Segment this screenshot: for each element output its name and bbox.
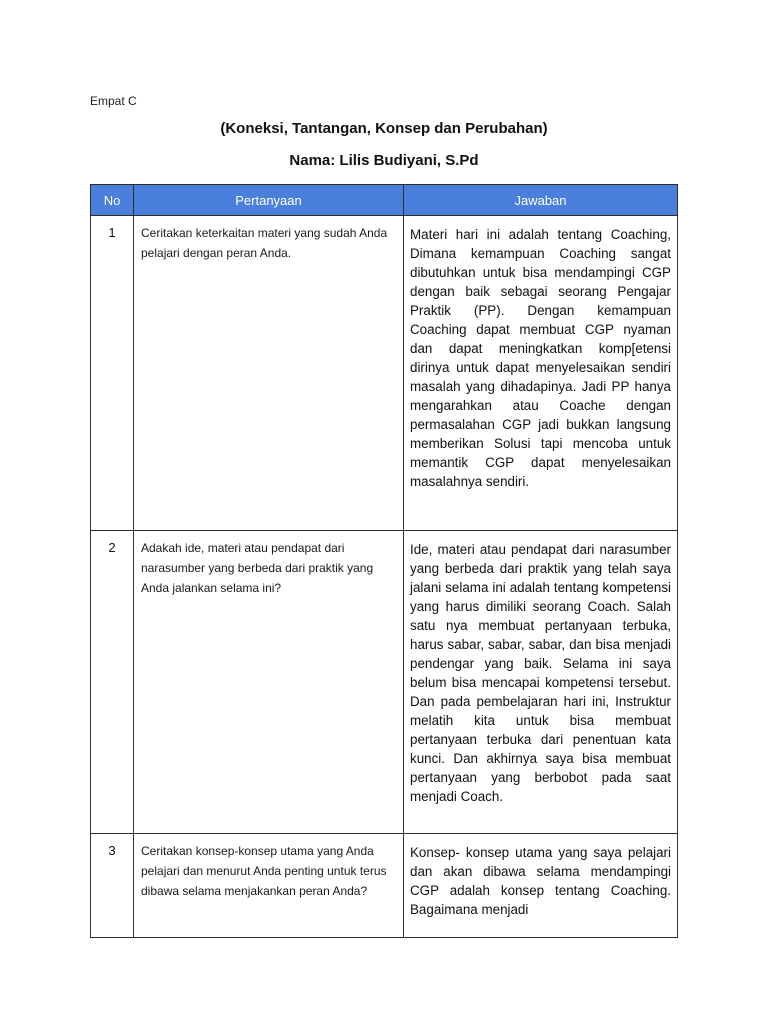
table-row	[91, 834, 678, 938]
question-cell: Ceritakan konsep-konsep utama yang Anda pelajari dan menurut Anda penting untuk terus dibawa selama menjakankan peran Anda?	[134, 834, 404, 938]
header-no: No	[91, 185, 134, 216]
question-cell: Adakah ide, materi atau pendapat dari narasumber yang berbeda dari praktik yang Anda jalankan selama ini?	[134, 531, 404, 834]
document-label: Empat C	[90, 94, 137, 108]
answer-cell: Ide, materi atau pendapat dari narasumber yang berbeda dari praktik yang telah saya jalani selama ini adalah tentang kompetensi yang harus dimiliki seorang Coach. Salah satu nya membuat pertanyaan terbuka, harus sabar, sabar, sabar, dan bisa menjadi pendengar yang baik. Selama ini saya belum bisa mencapai kompetensi tersebut. Dan pada pembelajaran hari ini, Instruktur melatih kita untuk bisa membuat pertanyaan terbuka dari penentuan kata kunci. Dan akhirnya saya bisa membuat pertanyaan yang berbobot pada saat menjadi Coach.	[404, 531, 678, 834]
document-title: (Koneksi, Tantangan, Konsep dan Perubahan)	[220, 120, 548, 137]
answer-cell: Materi hari ini adalah tentang Coaching, Dimana kemampuan Coaching sangat dibutuhkan untuk bisa mendampingi CGP dengan baik sebagai seorang Pengajar Praktik (PP). Dengan kemampuan Coaching dapat membuat CGP nyaman dan dapat meningkatkan komp[etensi dirinya untuk dapat menyelesaikan sendiri masalah yang dihadapinya. Jadi PP hanya mengarahkan atau Coache dengan permasalahan CGP jadi bukkan langsung memberikan Solusi tapi mencoba untuk memantik CGP dapat menyelesaikan masalahnya sendiri.	[404, 216, 678, 531]
header-question: Pertanyaan	[134, 185, 404, 216]
row-number: 1	[91, 216, 134, 531]
reflection-table	[90, 184, 678, 938]
answer-cell: Konsep- konsep utama yang saya pelajari dan akan dibawa selama mendampingi CGP adalah konsep tentang Coaching. Bagaimana menjadi	[404, 834, 678, 938]
table-header-row	[91, 185, 678, 216]
header-answer: Jawaban	[404, 185, 678, 216]
row-number: 3	[91, 834, 134, 938]
table-row	[91, 216, 678, 531]
question-cell: Ceritakan keterkaitan materi yang sudah Anda pelajari dengan peran Anda.	[134, 216, 404, 531]
row-number: 2	[91, 531, 134, 834]
table-row	[91, 531, 678, 834]
author-name: Nama: Lilis Budiyani, S.Pd	[289, 152, 479, 169]
